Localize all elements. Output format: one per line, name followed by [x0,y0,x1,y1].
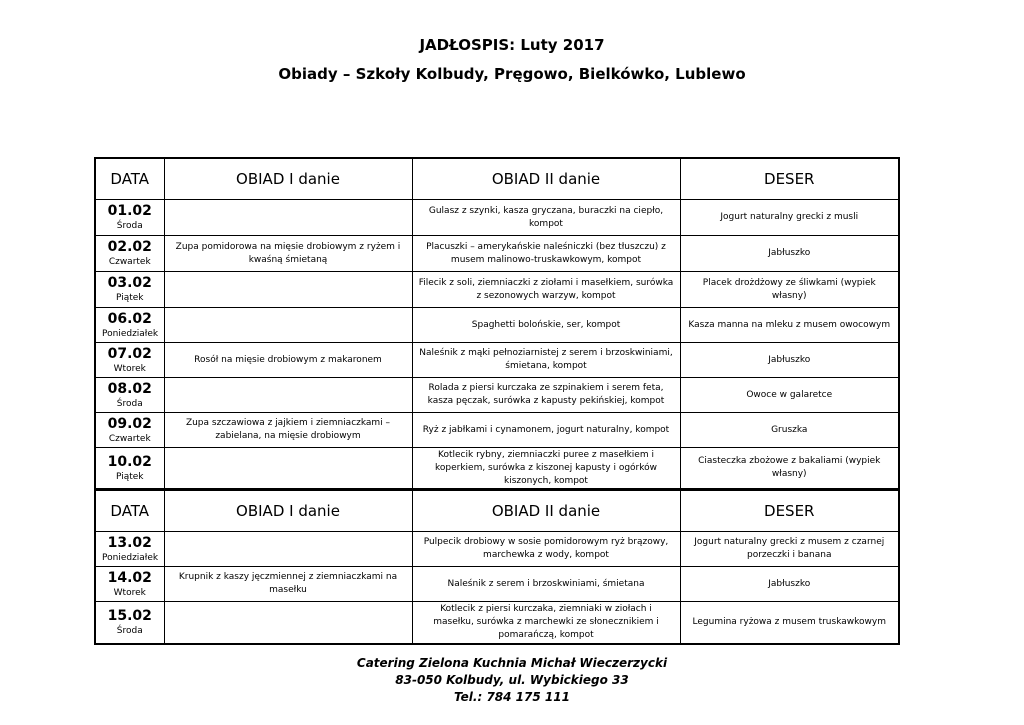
date-cell [95,343,164,378]
column-header-obiad-i: OBIAD I danie [164,158,412,200]
date: 09.02 [107,415,152,432]
weekday: Poniedziałek [102,328,159,339]
weekday: Środa [116,221,143,231]
menu-row [95,567,899,602]
dish2-cell: Spaghetti bolońskie, ser, kompot [412,308,680,343]
weekday: Wtorek [113,587,146,598]
date: 14.02 [107,569,152,586]
column-header-obiad-ii: OBIAD II danie [412,490,680,532]
footer-company: Catering Zielona Kuchnia Michał Wieczerzycki [356,656,668,670]
menu-table [94,157,900,645]
dish2-cell: Kotlecik z piersi kurczaka, ziemniaki w ziołach i masełku, surówka z marchewki ze słonecznikiem i pomarańczą, kompot [412,602,680,644]
dish1-cell: Rosół na mięsie drobiowym z makaronem [164,343,412,378]
menu-row [95,413,899,448]
dessert-cell: Ciasteczka zbożowe z bakaliami (wypiek własny) [680,448,899,490]
date-cell [95,272,164,308]
column-header-obiad-ii: OBIAD II danie [412,158,680,200]
weekday: Środa [116,398,143,409]
page-title: JADŁOSPIS: Luty 2017 [419,36,605,54]
dessert-cell: Jabłuszko [680,343,899,378]
menu-row [95,602,899,644]
menu-row [95,448,899,490]
dessert-cell: Placek drożdżowy ze śliwkami (wypiek własny) [680,272,899,308]
dessert-cell: Jabłuszko [680,236,899,272]
dessert-cell: Gruszka [680,413,899,448]
dessert-cell: Legumina ryżowa z musem truskawkowym [680,602,899,644]
weekday: Piątek [115,293,144,303]
date-cell [95,200,164,236]
dish1-cell [164,602,412,644]
date: 01.02 [107,203,152,219]
date: 13.02 [107,534,152,551]
date-cell [95,308,164,343]
dish2-cell: Naleśnik z serem i brzoskwiniami, śmietana [412,567,680,602]
dish2-cell: Filecik z soli, ziemniaczki z ziołami i masełkiem, surówka z sezonowych warzyw, kompot [412,272,680,308]
date: 02.02 [107,239,152,255]
date-cell [95,532,164,567]
dessert-cell: Jabłuszko [680,567,899,602]
menu-row [95,532,899,567]
dessert-cell: Owoce w galaretce [680,378,899,413]
weekday: Środa [116,625,143,636]
column-header-deser: DESER [680,158,899,200]
date: 08.02 [107,380,152,397]
weekday: Czwartek [108,433,151,444]
date-cell [95,567,164,602]
dish2-cell: Rolada z piersi kurczaka ze szpinakiem i serem feta, kasza pęczak, surówka z kapusty pekińskiej, kompot [412,378,680,413]
date-cell [95,236,164,272]
dish1-cell [164,448,412,490]
dessert-cell: Jogurt naturalny grecki z musem z czarnej porzeczki i banana [680,532,899,567]
dish2-cell: Ryż z jabłkami i cynamonem, jogurt naturalny, kompot [412,413,680,448]
dish2-cell: Placuszki – amerykańskie naleśniczki (bez tłuszczu) z musem malinowo-truskawkowym, kompot [412,236,680,272]
dish2-cell: Pulpecik drobiowy w sosie pomidorowym ryż brązowy, marchewka z wody, kompot [412,532,680,567]
date: 10.02 [107,453,152,470]
dish2-cell: Naleśnik z mąki pełnoziarnistej z serem i brzoskwiniami, śmietana, kompot [412,343,680,378]
dish1-cell [164,272,412,308]
dish1-cell [164,200,412,236]
weekday: Poniedziałek [102,552,159,563]
dish2-cell: Kotlecik rybny, ziemniaczki puree z masełkiem i koperkiem, surówka z kiszonej kapusty i ogórków kiszonych, kompot [412,448,680,490]
dish1-cell: Krupnik z kaszy jęczmiennej z ziemniaczkami na masełku [164,567,412,602]
dessert-cell: Kasza manna na mleku z musem owocowym [680,308,899,343]
date: 07.02 [107,345,152,362]
dish1-cell: Zupa szczawiowa z jajkiem i ziemniaczkami – zabielana, na mięsie drobiowym [164,413,412,448]
date: 03.02 [107,275,152,291]
weekday: Czwartek [108,257,151,267]
date-cell [95,602,164,644]
header-row [95,158,899,200]
menu-row [95,200,899,236]
date-cell [95,378,164,413]
dish1-cell [164,308,412,343]
column-header-date: DATA [95,490,164,532]
dish1-cell [164,532,412,567]
column-header-date: DATA [95,158,164,200]
page-subtitle: Obiady – Szkoły Kolbudy, Pręgowo, Bielkówko, Lublewo [278,65,746,83]
header-row-repeat [95,490,899,532]
column-header-deser: DESER [680,490,899,532]
date: 15.02 [107,607,152,624]
footer-address: 83-050 Kolbudy, ul. Wybickiego 33 [395,673,629,687]
dish2-cell: Gulasz z szynki, kasza gryczana, buraczki na ciepło, kompot [412,200,680,236]
dish1-cell [164,378,412,413]
menu-row [95,343,899,378]
menu-row [95,236,899,272]
date-cell [95,413,164,448]
dish1-cell: Zupa pomidorowa na mięsie drobiowym z ryżem i kwaśną śmietaną [164,236,412,272]
column-header-obiad-i: OBIAD I danie [164,490,412,532]
menu-row [95,272,899,308]
date: 06.02 [107,310,152,327]
date-cell [95,448,164,490]
footer-phone: Tel.: 784 175 111 [454,690,570,704]
dessert-cell: Jogurt naturalny grecki z musli [680,200,899,236]
weekday: Wtorek [113,363,146,374]
menu-row [95,308,899,343]
menu-row [95,378,899,413]
weekday: Piątek [115,471,144,482]
